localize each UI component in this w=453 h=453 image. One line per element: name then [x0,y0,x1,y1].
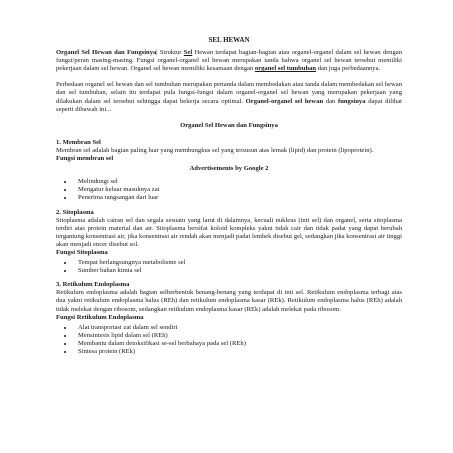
section-3-body: Retikulum endoplasma adalah bagian selberbentuk benang-benang yang terdapat di inti sel. Retikulum endoplasma terbagi atas dua yakni retikulum endoplasma halus (REh) dan retikulum endoplasma kasar (REk). Retikulum endoplasma halus (REh) adalah tidak melekat dengan ribosom, sedangkan retikulum endoplasma kasar (REk) adalah melekat pada ribosom. [56,289,402,313]
list-item: • Penerima rangsangan dari luar [74,194,402,202]
para2-mid: dan [323,97,339,105]
section-3-fungsi-heading: Fungsi Retikulum Endoplasma [56,313,144,321]
ads-label[interactable]: Advertisements by Google 2 [189,165,269,173]
list-item: • Mensintesis lipid dalam sel (REh) [74,332,402,340]
document-content [56,36,402,362]
list-item: • Sumber bahan kimia sel [74,267,402,275]
para2-bold: Organel-organel sel hewan [245,97,324,105]
section-1-heading: 1. Membran Sel [56,138,101,146]
para2-bold2: fungsinya [338,97,366,105]
intro-paragraph [56,49,402,73]
list-item: • Tempat berlangsungnya metabolisme sel [74,259,402,267]
sel-link[interactable]: Sel [183,49,193,57]
list-item: • Sintesa protein (REk) [74,348,402,356]
section-2-body: Sitoplasma adalah cairan sel dan segala sesuatu yang larut di dalamnya, kecuali nukleus (inti sel) dan organel, serta sitoplasma terdiri atas protein material dan air. Sitoplasma bersifat koloid kompleks yakni tidak cair dan tidak padat yang dapat berubah tergantung konsentrasi air, jika konsentrasi air rendah akan menjadi padat lembek disebut gel, sedangkan jika konsentrasi air tinggi akan menjadi encer disebut sol. [56,216,402,248]
list-item: • Alat transportasi zat dalam sel sendiri [74,324,402,332]
section-heading: Organel Sel Hewan dan Fungsinya [180,121,278,129]
list-item: • Membantu dalam detoksifikasi se-sel berbahaya pada sel (REh) [74,340,402,348]
section-2-fungsi-heading: Fungsi Sitoplasma [56,248,108,256]
list-item: • Melindungi sel [74,178,402,186]
para2-end: dapat dilihat seperti dibawah ini... [56,97,402,113]
intro-term: Organel Sel Hewan dan Fungsinya [56,49,157,57]
section-1-body: Membran sel adalah bagian paling luar yang membungkus sel yang tersusun atas lemak (lipid) dan protein (lipoprotein). [56,146,374,154]
section-2-list [56,259,402,275]
intro-sep: | Struktur [156,49,184,57]
list-item: • Mengatur keluar masuknya zat [74,186,402,194]
section-1-fungsi-heading: Fungsi membran sel [56,155,114,163]
para2-text: Perbedaan organel sel hewan dan sel tumbuhan merupakan pertanda dalam membedakan atau tanda dalam membedakan sel hewan dan sel tumbuhan, selain itu terdapat pula fungsi-fungsi dalam organel-organel sel hewan yang merupakan pekerjaan yang dilakukan dalam sel tersebut sehingga dapat bekerja secara optimal. [56,81,402,105]
intro-text-1: Hewan terdapat bagian-bagian atau organel-organel dalam sel hewan dengan fungsi/peran masing-masing. Fungsi organel-organel sel hewan merupakan tanda bahwa organel sel hewan tersebut memiliki pekerjaan dalam sel hewan. Organel sel hewan memiliki kesamaan dengan [56,49,403,73]
intro-text-2: dan juga perbedaannya. [316,65,381,73]
section-2-heading: 2. Sitoplasma [56,208,94,216]
comparison-paragraph [56,81,402,113]
document-title: SEL HEWAN [208,36,250,44]
section-1-list [56,178,402,202]
section-3-heading: 3. Retikulum Endoplasma [56,281,130,289]
section-3-list [56,324,402,356]
organel-sel-tumbuhan-link[interactable]: organel sel tumbuhan [254,65,317,73]
